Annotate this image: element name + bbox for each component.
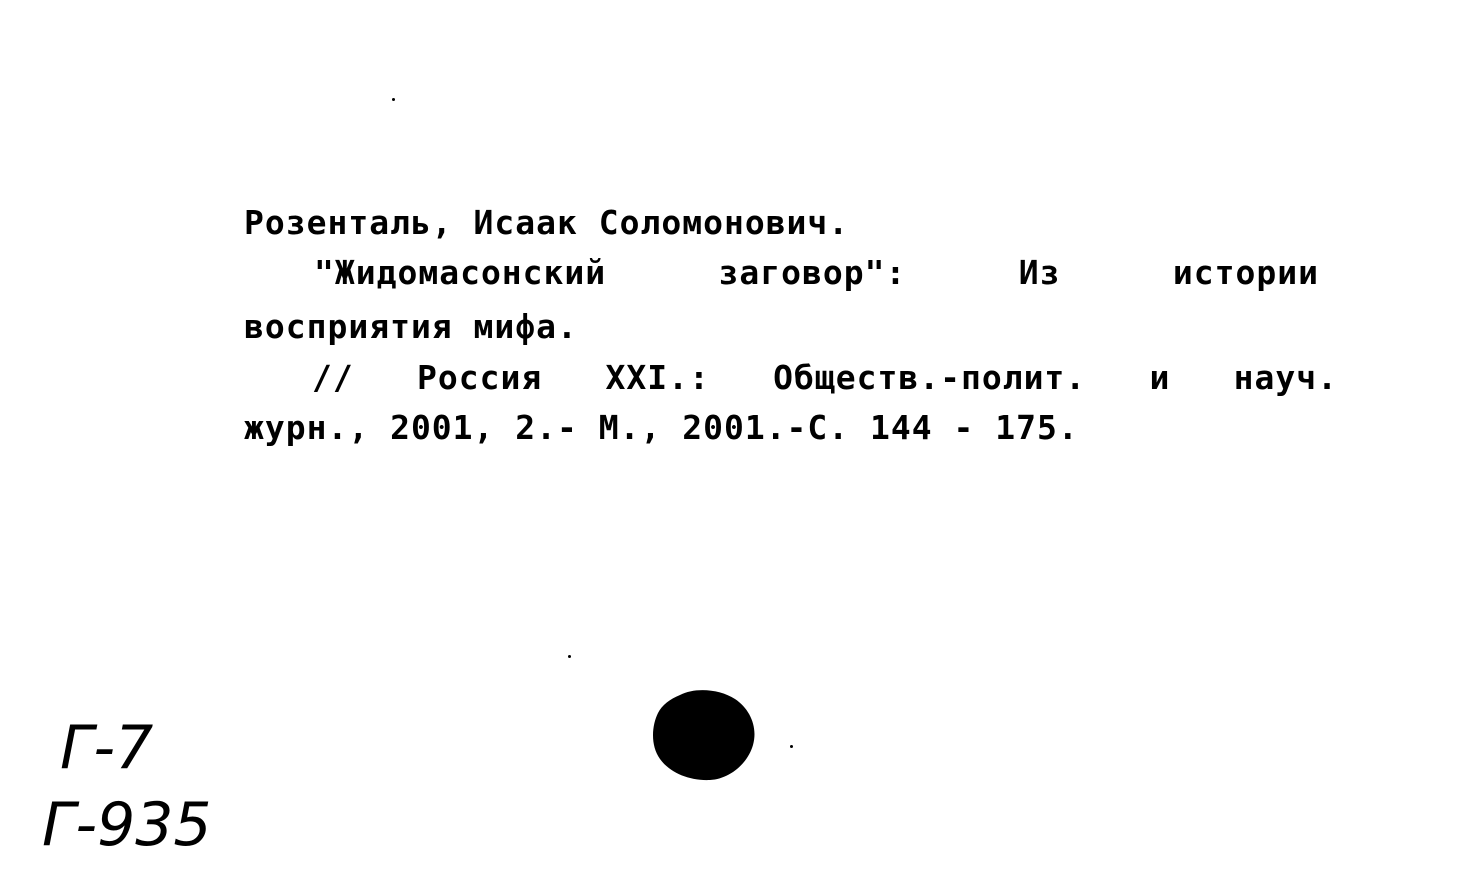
title-line: [314, 253, 1319, 293]
title-word: "Жидомасонский: [314, 253, 607, 292]
source-word: Обществ.-полит.: [773, 358, 1087, 397]
author-heading: Розенталь, Исаак Соломонович.: [244, 203, 850, 242]
shelfmark-lower: Г-935: [42, 790, 212, 860]
source-continuation: журн., 2001, 2.- М., 2001.-С. 144 - 175.: [244, 408, 1079, 447]
scan-speck: [790, 745, 793, 748]
source-word: Россия: [417, 358, 543, 397]
scan-speck: [568, 655, 571, 658]
source-word: науч.: [1233, 358, 1338, 397]
source-word: и: [1149, 358, 1171, 397]
source-word: XXI.:: [605, 358, 710, 397]
title-word: Из: [1018, 253, 1061, 292]
source-line: [312, 358, 1338, 398]
title-word: истории: [1172, 253, 1319, 292]
source-word: //: [312, 358, 354, 397]
title-word: заговор":: [718, 253, 907, 292]
punch-hole: [650, 687, 756, 781]
title-continuation: восприятия мифа.: [244, 307, 578, 346]
scan-speck: [392, 98, 395, 101]
shelfmark-upper: Г-7: [60, 713, 154, 783]
